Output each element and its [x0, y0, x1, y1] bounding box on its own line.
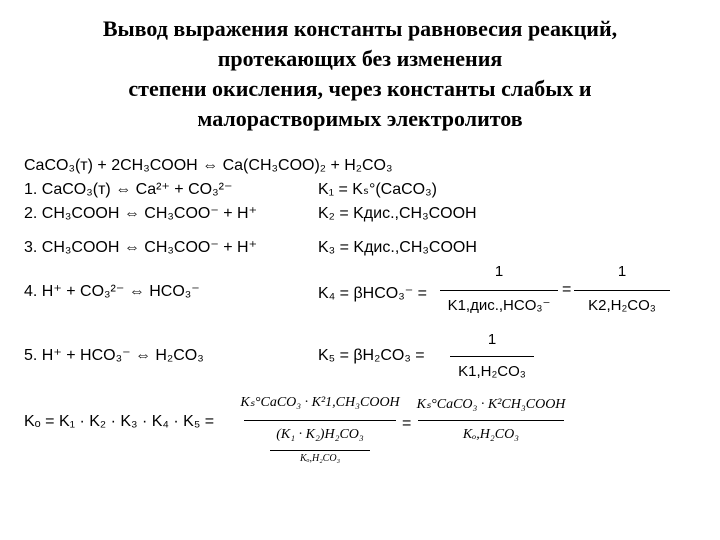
final-numerator-2: Kₛ°CaCO₃ · K²CH₃COOH	[416, 397, 566, 412]
final-denominator-2: Kₒ,H₂CO₃	[462, 427, 520, 442]
final-denominator-1: (K₁ · K₂)H₂CO₃	[276, 427, 364, 442]
slide-title	[30, 14, 690, 134]
reaction-3: 3. CH₃COOH ⇔ CH₃COO⁻ + H⁺	[24, 239, 258, 256]
title-line-2: протекающих без изменения	[217, 46, 503, 71]
fraction-bar	[270, 450, 370, 451]
constant-k3: K₃ = Kдис.,CH₃COOH	[318, 239, 477, 256]
constant-k1: K₁ = Kₛ°(CaCO₃)	[318, 181, 437, 198]
constant-k2: K₂ = Kдис.,CH₃COOH	[318, 205, 477, 222]
constant-k5-lhs: K₅ = βH₂CO₃ =	[318, 347, 425, 364]
fraction-bar	[244, 420, 396, 421]
final-expression-lhs: Kₒ = K₁ · K₂ · K₃ · K₄ · K₅ =	[24, 413, 215, 430]
fraction-bar	[450, 356, 534, 357]
k4-numerator-2: 1	[617, 263, 627, 280]
reaction-4: 4. H⁺ + CO₃²⁻ ⇔ HCO₃⁻	[24, 283, 200, 300]
title-line-3: степени окисления, через константы слабых и	[128, 76, 592, 101]
constant-k4-lhs: K₄ = βHCO₃⁻ =	[318, 285, 427, 302]
fraction-bar	[574, 290, 670, 291]
reaction-2: 2. CH₃COOH ⇔ CH₃COO⁻ + H⁺	[24, 205, 258, 222]
reaction-5: 5. H⁺ + HCO₃⁻ ⇔ H₂CO₃	[24, 347, 204, 364]
fraction-bar	[418, 420, 564, 421]
equals-sign: =	[562, 281, 572, 298]
fraction-bar	[440, 290, 558, 291]
k5-numerator: 1	[487, 331, 497, 348]
title-line-4: малорастворимых электролитов	[197, 106, 523, 131]
overall-reaction: CaCO₃(т) + 2CH₃COOH ⇔ Ca(CH₃COO)₂ + H₂CO₃	[24, 157, 393, 174]
k4-denominator-1: K1,дис.,HCO₃⁻	[447, 297, 551, 314]
k4-numerator-1: 1	[494, 263, 504, 280]
equals-sign: =	[402, 415, 412, 432]
final-numerator-1: Kₛ°CaCO₃ · K²1,CH₃COOH	[240, 395, 400, 410]
reaction-1: 1. CaCO₃(т) ⇔ Ca²⁺ + CO₃²⁻	[24, 181, 233, 198]
final-denominator-1-sub: Kₒ,H₂CO₃	[299, 453, 341, 464]
k5-denominator: K1,H₂CO₃	[458, 363, 526, 380]
k4-denominator-2: K2,H₂CO₃	[588, 297, 656, 314]
title-line-1: Вывод выражения константы равновесия реакций,	[102, 16, 618, 41]
k4-fraction-1	[440, 262, 558, 282]
